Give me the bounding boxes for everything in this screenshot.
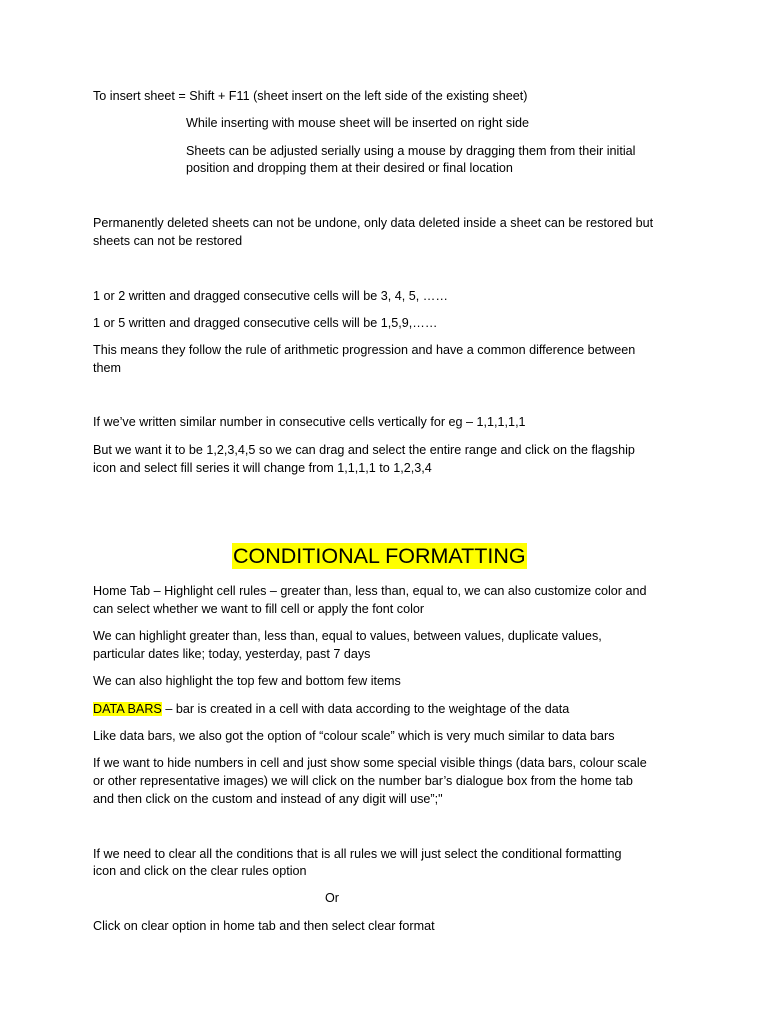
text-line-sheets-adjust-2: position and dropping them at their desired or final location: [186, 161, 513, 175]
highlighted-term-data-bars: DATA BARS: [93, 702, 162, 716]
text-line-similar-number: If we’ve written similar number in consecutive cells vertically for eg – 1,1,1,1,1: [93, 415, 526, 429]
text-line-fill-series-1: But we want it to be 1,2,3,4,5 so we can drag and select the entire range and click on the flagship: [93, 443, 635, 457]
text-line-hide-numbers-2: or other representative images) we will click on the number bar’s dialogue box from the home tab: [93, 774, 633, 788]
text-line-sheets-adjust-1: Sheets can be adjusted serially using a mouse by dragging them from their initial: [186, 144, 636, 158]
text-line-highlight-values-2: particular dates like; today, yesterday, past 7 days: [93, 647, 371, 661]
text-line-arithmetic-2: them: [93, 361, 121, 375]
text-line-deleted-sheets-1: Permanently deleted sheets can not be undone, only data deleted inside a sheet can be restored but: [93, 216, 654, 230]
text-line-data-bars: [93, 700, 569, 718]
text-line-hide-numbers-3: and then click on the custom and instead of any digit will use”;": [93, 792, 443, 806]
text-line-fill-series-2: icon and select fill series it will change from 1,1,1,1 to 1,2,3,4: [93, 461, 432, 475]
text-line-insert-sheet: To insert sheet = Shift + F11 (sheet insert on the left side of the existing sheet): [93, 89, 528, 103]
text-line-clear-format: Click on clear option in home tab and then select clear format: [93, 919, 435, 933]
text-line-home-tab-1: Home Tab – Highlight cell rules – greater than, less than, equal to, we can also customize color and: [93, 584, 647, 598]
text-line-highlight-values-1: We can highlight greater than, less than, equal to values, between values, duplicate values,: [93, 629, 602, 643]
text-line-clear-rules-1: If we need to clear all the conditions that is all rules we will just select the conditional formatting: [93, 847, 622, 861]
text-line-arithmetic-1: This means they follow the rule of arithmetic progression and have a common difference between: [93, 343, 636, 357]
text-line-clear-rules-2: icon and click on the clear rules option: [93, 864, 307, 878]
text-line-deleted-sheets-2: sheets can not be restored: [93, 234, 243, 248]
text-line-drag-1-2: 1 or 2 written and dragged consecutive cells will be 3, 4, 5, ……: [93, 289, 448, 303]
text-line-colour-scale: Like data bars, we also got the option of “colour scale” which is very much similar to data bars: [93, 729, 615, 743]
text-line-or: Or: [325, 891, 339, 905]
text-line-drag-1-5: 1 or 5 written and dragged consecutive cells will be 1,5,9,……: [93, 316, 438, 330]
text-line-home-tab-2: can select whether we want to fill cell or apply the font color: [93, 602, 425, 616]
text-line-top-bottom: We can also highlight the top few and bottom few items: [93, 674, 401, 688]
text-line-mouse-insert: While inserting with mouse sheet will be inserted on right side: [186, 116, 529, 130]
section-heading-conditional-formatting: CONDITIONAL FORMATTING: [233, 544, 526, 568]
data-bars-description: – bar is created in a cell with data according to the weightage of the data: [161, 702, 570, 716]
text-line-hide-numbers-1: If we want to hide numbers in cell and just show some special visible things (data bars, colour scale: [93, 756, 647, 770]
